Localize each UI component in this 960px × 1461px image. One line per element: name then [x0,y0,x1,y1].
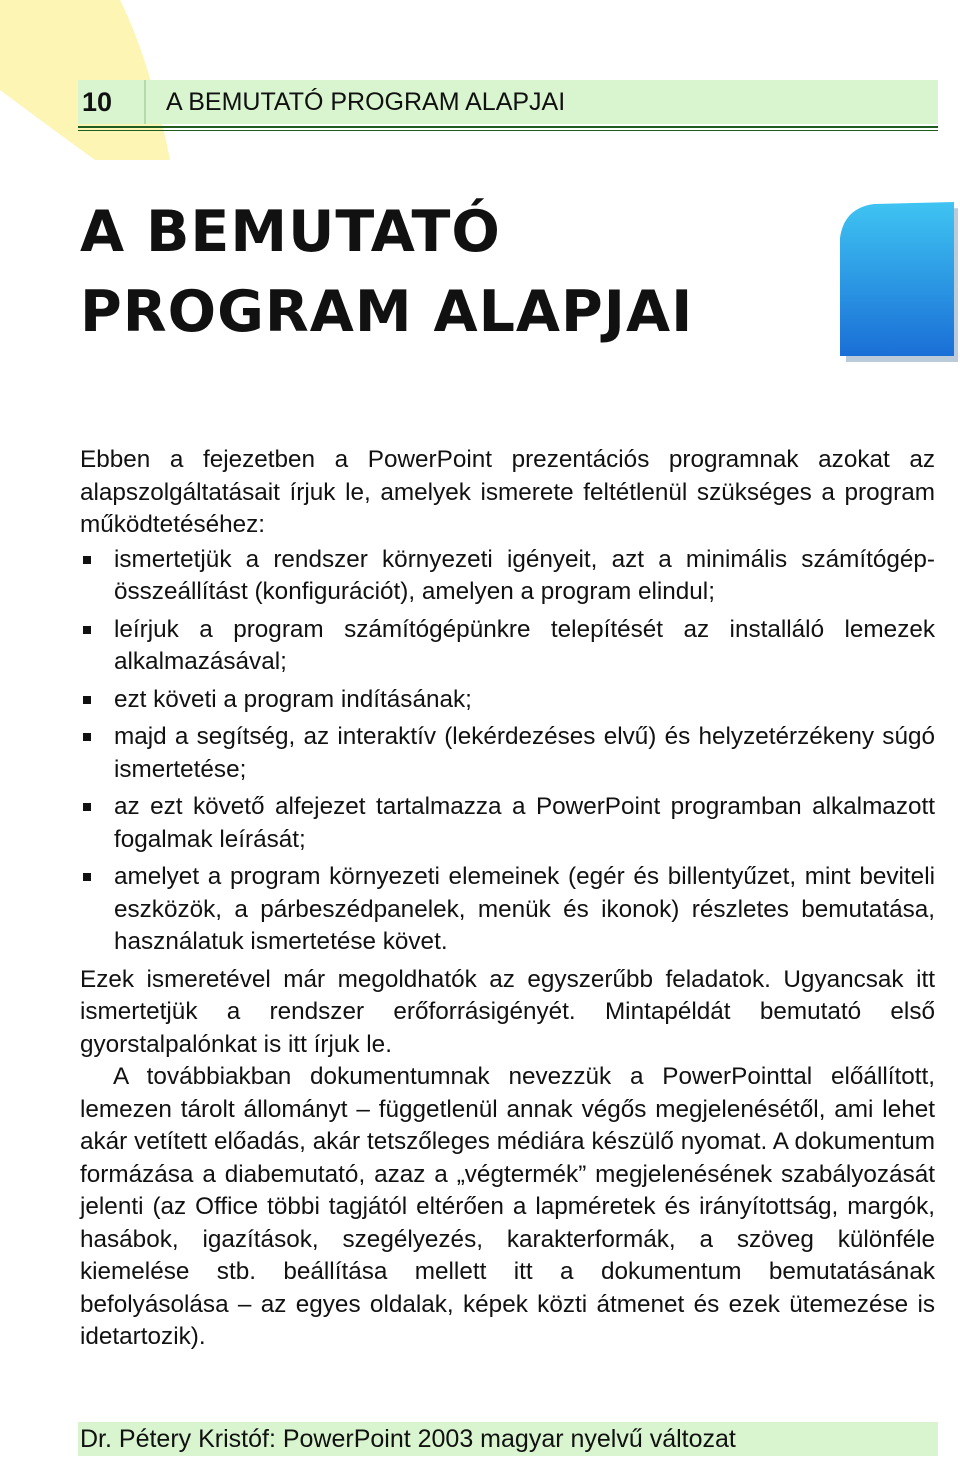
square-bullet-icon [83,556,91,564]
page-footer: Dr. Pétery Kristóf: PowerPoint 2003 magyar nyelvű változat [78,1422,938,1456]
list-item: leírjuk a program számítógépünkre telepítését az installáló lemezek alkalmazásával; [80,614,935,679]
list-item: az ezt követő alfejezet tartalmazza a PowerPoint programban alkalmazott fogalmak leírását; [80,791,935,856]
chapter-tab-decoration [836,200,958,362]
list-item: ismertetjük a rendszer környezeti igényeit, azt a minimális számítógép-összeállítást (konfigurációt), amelyen a program elindul; [80,544,935,609]
page-number: 10 [82,86,113,117]
square-bullet-icon [83,696,91,704]
list-item: majd a segítség, az interaktív (lekérdezéses elvű) és helyzetérzékeny súgó ismertetése; [80,721,935,786]
list-item: amelyet a program környezeti elemeinek (egér és billentyűzet, mint beviteli eszközök, a párbeszédpanelek, menük és ikonok) részletes bemutatása, használatuk ismertetése követ. [80,861,935,959]
list-item: ezt követi a program indításának; [80,684,935,717]
body-paragraph: Ezek ismeretével már megoldhatók az egyszerűbb feladatok. Ugyancsak itt ismertetjük a rendszer erőforrásigényét. Mintapéldát bemutató első gyorstalpalónkat is itt írjuk le. [80,965,935,1058]
intro-paragraph: Ebben a fejezetben a PowerPoint prezentációs programnak azokat az alapszolgáltatásait írjuk le, amelyek ismerete feltétlenül szükséges a program működtetéséhez: [80,446,935,538]
body-paragraph: A továbbiakban dokumentumnak nevezzük a PowerPointtal előállított, lemezen tárolt állományt – függetlenül annak végős megjelenésétől, ami lehet akár vetített előadás, akár tetszőleges médiára készülő nyomat. A dokumentum formázása a diabemutató, azaz a „végtermék” megjelenésének szabályozását jelenti (az Office többi tagjától eltérően a lapméretek és irányítottság, margók, hasábok, igazítások, szegélyezés, karakterformák, a szöveg különféle kiemelése stb. beállítása mellett itt a dokumentum bemutatásának befolyásolása – az egyes oldalak, képek közti átmenet és ezek ütemezése is idetartozik). [80,1063,935,1350]
chapter-body [80,444,935,1354]
topic-list [80,544,935,959]
square-bullet-icon [83,626,91,634]
header-rule-thin [78,130,938,131]
header-rule [78,126,938,128]
square-bullet-icon [83,873,91,881]
square-bullet-icon [83,803,91,811]
header-separator [144,80,146,124]
square-bullet-icon [83,733,91,741]
chapter-title: A BEMUTATÓ PROGRAM ALAPJAI [80,199,694,345]
running-title: A BEMUTATÓ PROGRAM ALAPJAI [166,87,566,116]
running-header [78,80,938,124]
